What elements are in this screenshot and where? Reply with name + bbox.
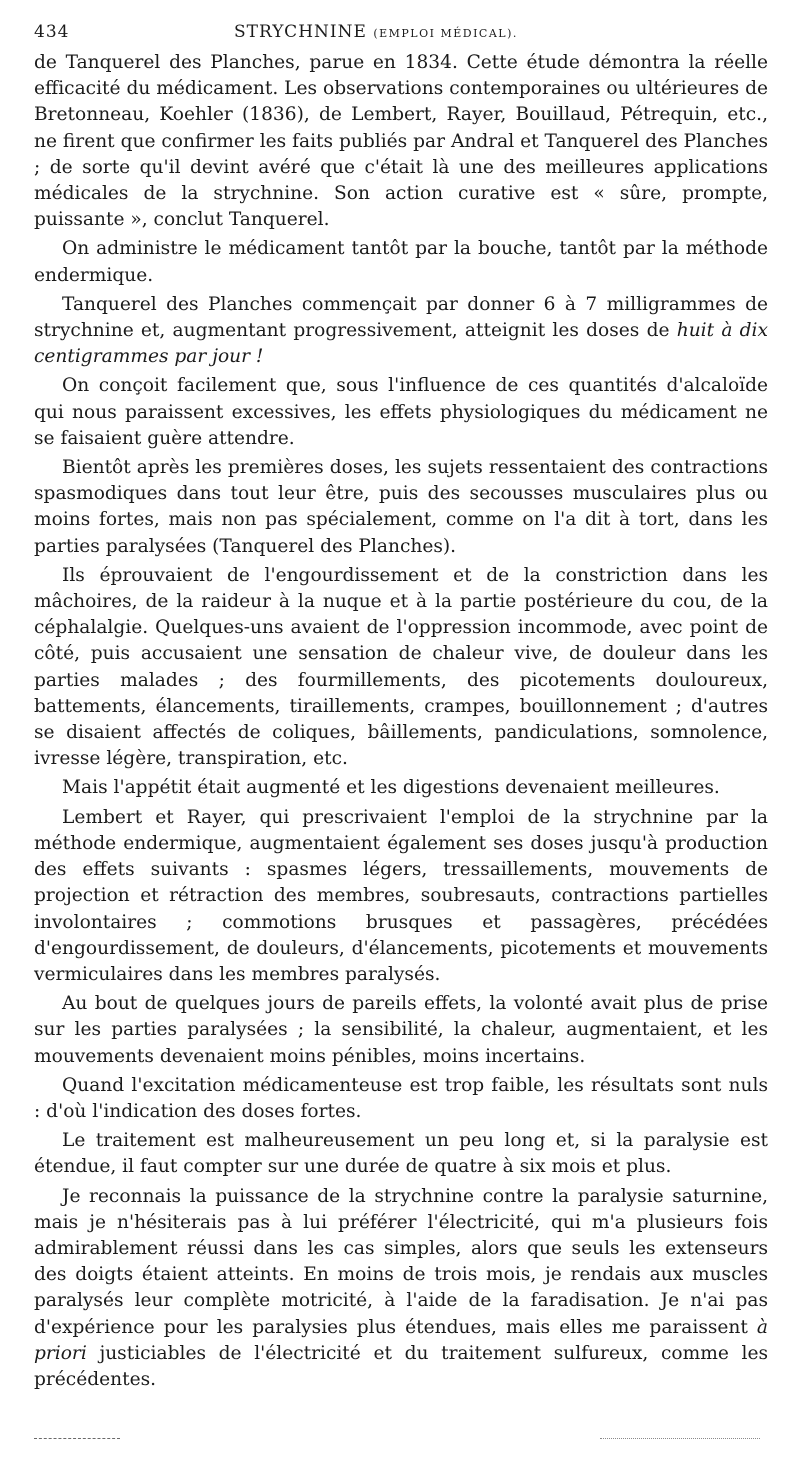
paragraph bbox=[34, 1184, 768, 1394]
book-page bbox=[34, 14, 768, 1393]
footer-rule-right bbox=[600, 1438, 760, 1439]
running-title-subtitle: (EMPLOI MÉDICAL). bbox=[373, 27, 518, 40]
footer-rule-left bbox=[34, 1438, 120, 1439]
text-run: Lembert et Rayer, qui prescrivaient l'emploi de la strychnine par la méthode endermique, augmentaient également ses doses jusqu'à production des effets suivants : spasmes légers, tressaillements, mouvements de projection et rétraction des membres, soubresauts, contractions partielles involontaires ; commotions brusques et passagères, précédées d'engourdissement, de douleurs, d'élancements, picotements et mouvements vermiculaires dans les membres paralysés. bbox=[34, 806, 768, 985]
text-run: Mais l'appétit était augmenté et les digestions devenaient meilleures. bbox=[62, 777, 720, 799]
text-run: On conçoit facilement que, sous l'influence de ces quantités d'alcaloïde qui nous paraissent excessives, les effets physiologiques du médicament ne se faisaient guère attendre. bbox=[34, 375, 768, 449]
paragraph bbox=[34, 455, 768, 560]
text-run: Quand l'excitation médicamenteuse est trop faible, les résultats sont nuls : d'où l'indication des doses fortes. bbox=[34, 1074, 768, 1122]
text-run: Bientôt après les premières doses, les sujets ressentaient des contractions spasmodiques dans tout leur être, puis des secousses musculaires plus ou moins fortes, mais non pas spécialement, comme on l'a dit à tort, dans les parties paralysées (Tanquerel des Planches). bbox=[34, 457, 768, 557]
paragraph bbox=[34, 292, 768, 371]
paragraph bbox=[34, 1073, 768, 1125]
page-number: 434 bbox=[34, 22, 70, 42]
paragraph bbox=[34, 236, 768, 288]
text-run: Je reconnais la puissance de la strychnine contre la paralysie saturnine, mais je n'hésiterais pas à lui préférer l'électricité, qui m'a plusieurs fois admirablement réussi dans les cas simples, alors que seuls les extenseurs des doigts étaient atteints. En moins de trois mois, je rendais aux muscles paralysés leur complète motricité, à l'aide de la faradisation. Je n'ai pas d'expérience pour les paralysies plus étendues, mais elles me paraissent bbox=[34, 1185, 768, 1338]
text-run: Au bout de quelques jours de pareils effets, la volonté avait plus de prise sur les parties paralysées ; la sensibilité, la chaleur, augmentaient, et les mouvements devenaient moins pénibles, moins incertains. bbox=[34, 993, 768, 1067]
paragraph bbox=[34, 563, 768, 773]
text-run: Tanquerel des Planches commençait par donner 6 à 7 milligrammes de strychnine et, augmentant progressivement, atteignit les doses de bbox=[34, 293, 768, 342]
text-run: On administre le médicament tantôt par la bouche, tantôt par la méthode endermique. bbox=[34, 238, 768, 286]
paragraph bbox=[34, 805, 768, 988]
paragraph bbox=[34, 775, 768, 801]
text-run: Le traitement est malheureusement un peu long et, si la paralysie est étendue, il faut compter sur une durée de quatre à six mois et plus. bbox=[34, 1130, 768, 1178]
text-run: de Tanquerel des Planches, parue en 1834. Cette étude démontra la réelle efficacité du médicament. Les observations contemporaines ou ultérieures de Bretonneau, Koehler (1836), de Lembert, Rayer, Bouillaud, Pétrequin, etc., ne firent que confirmer les faits publiés par Andral et Tanquerel des Planches ; de sorte qu'il devint avéré que c'était là une des meilleures applications médicales de la strychnine. Son action curative est « sûre, prompte, puissante », conclut Tanquerel. bbox=[34, 52, 768, 231]
running-title bbox=[234, 22, 634, 42]
paragraph bbox=[34, 50, 768, 233]
paragraph bbox=[34, 1128, 768, 1180]
paragraph bbox=[34, 991, 768, 1070]
text-run: justiciables de l'électricité et du traitement sulfureux, comme les précédentes. bbox=[34, 1342, 768, 1390]
italic-text: à priori bbox=[34, 1316, 768, 1364]
body-text bbox=[34, 50, 768, 1393]
running-title-main: STRYCHNINE bbox=[234, 22, 367, 42]
italic-text: huit à dix centigrammes par jour ! bbox=[34, 320, 768, 368]
page-header bbox=[34, 14, 768, 50]
paragraph bbox=[34, 373, 768, 452]
text-run: Ils éprouvaient de l'engourdissement et de la constriction dans les mâchoires, de la raideur à la nuque et à la partie postérieure du cou, de la céphalalgie. Quelques-uns avaient de l'oppression incommode, avec point de côté, puis accusaient une sensation de chaleur vive, de douleur dans les parties malades ; des fourmillements, des picotements douloureux, battements, élancements, tiraillements, crampes, bouillonnement ; d'autres se disaient affectés de coliques, bâillements, pandiculations, somnolence, ivresse légère, transpiration, etc. bbox=[34, 564, 768, 770]
